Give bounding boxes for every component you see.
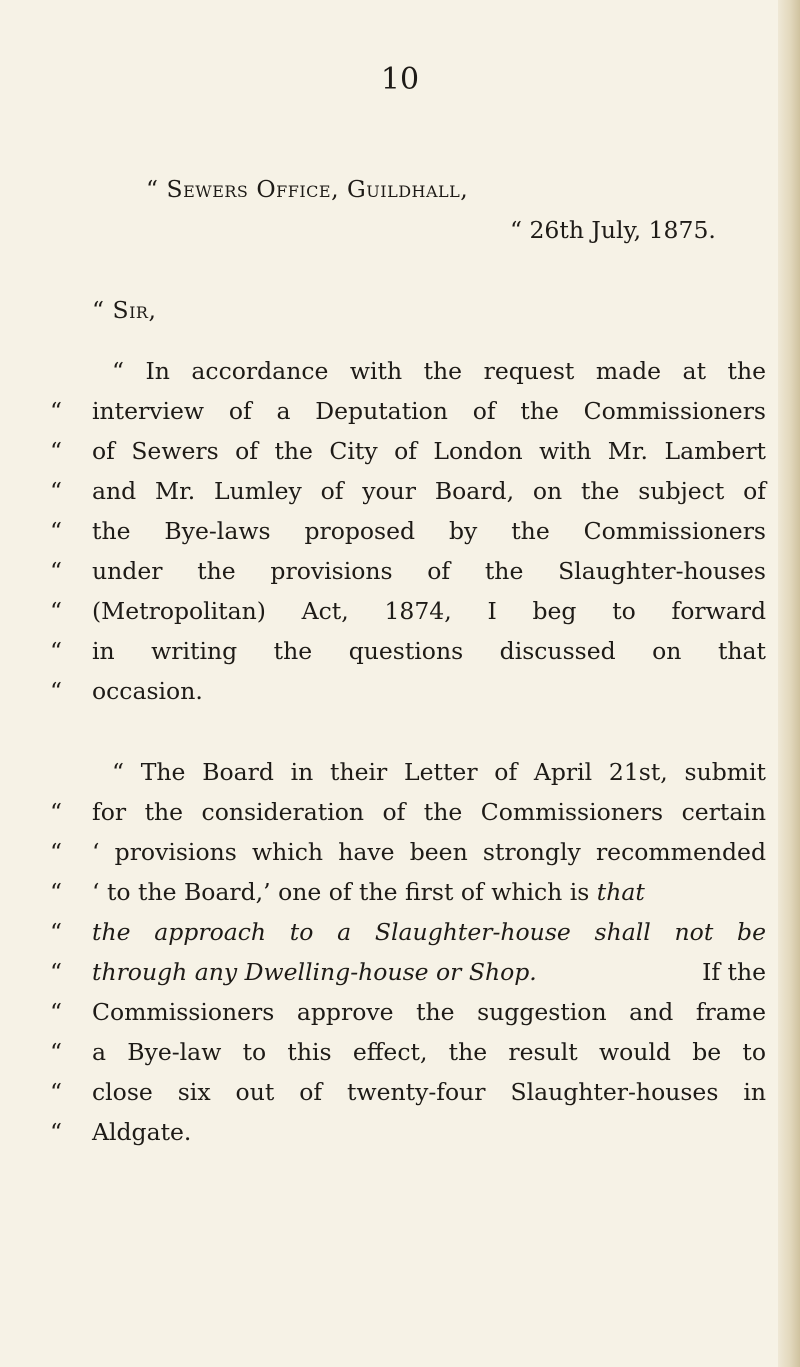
quote-mark: “ xyxy=(50,637,63,665)
paragraph2-line-mixed xyxy=(92,956,766,988)
heading-office: “ Sewers Office, Guildhall, xyxy=(146,175,469,203)
paragraph1-line: occasion. xyxy=(92,677,203,705)
quote-mark: “ xyxy=(50,918,63,946)
paragraph1-line: of Sewers of the City of London with Mr. Lambert xyxy=(92,437,766,465)
quote-mark: “ xyxy=(50,1038,63,1066)
quote-mark: “ xyxy=(50,998,63,1026)
paragraph2-line: Commissioners approve the suggestion and frame xyxy=(92,998,766,1026)
paragraph1-line: the Bye-laws proposed by the Commissioners xyxy=(92,517,766,545)
quote-mark: “ xyxy=(50,1078,63,1106)
paragraph2-line: close six out of twenty-four Slaughter-houses in xyxy=(92,1078,766,1106)
paragraph1-line: under the provisions of the Slaughter-houses xyxy=(92,557,766,585)
paragraph2-line: ‘ provisions which have been strongly recommended xyxy=(92,838,766,866)
paragraph1-first-line: “ In accordance with the request made at the xyxy=(112,357,766,385)
paragraph2-line-text: ‘ to the Board,’ one of the first of which is xyxy=(92,878,590,906)
paragraph2-line-with-italic xyxy=(92,876,766,908)
quote-mark: “ xyxy=(50,878,63,906)
italic-that: that xyxy=(596,878,645,906)
paragraph2-first-line: “ The Board in their Letter of April 21st, submit xyxy=(112,758,766,786)
paragraph1-line: interview of a Deputation of the Commissioners xyxy=(92,397,766,425)
quote-mark: “ xyxy=(50,397,63,425)
salutation: “ Sir, xyxy=(92,296,157,324)
page-edge xyxy=(778,0,800,1367)
quote-mark: “ xyxy=(50,437,63,465)
quote-mark: “ xyxy=(50,838,63,866)
paragraph2-line: a Bye-law to this effect, the result would be to xyxy=(92,1038,766,1066)
paragraph2-line: Aldgate. xyxy=(92,1118,192,1146)
quote-mark: “ xyxy=(50,477,63,505)
if-the-text: If the xyxy=(702,958,766,986)
italic-through-shop: through any Dwelling-house or Shop. xyxy=(92,958,537,986)
quote-mark: “ xyxy=(50,557,63,585)
paragraph1-line: in writing the questions discussed on that xyxy=(92,637,766,665)
heading-date: “ 26th July, 1875. xyxy=(510,216,716,244)
page-number: 10 xyxy=(380,62,420,97)
quote-mark: “ xyxy=(50,517,63,545)
paragraph2-line-italic: the approach to a Slaughter-house shall not be xyxy=(92,918,766,946)
quote-mark: “ xyxy=(50,1118,63,1146)
quote-mark: “ xyxy=(50,798,63,826)
paragraph2-line: for the consideration of the Commissioners certain xyxy=(92,798,766,826)
paragraph1-line: (Metropolitan) Act, 1874, I beg to forward xyxy=(92,597,766,625)
paragraph1-line: and Mr. Lumley of your Board, on the subject of xyxy=(92,477,766,505)
quote-mark: “ xyxy=(50,958,63,986)
quote-mark: “ xyxy=(50,597,63,625)
quote-mark: “ xyxy=(50,677,63,705)
